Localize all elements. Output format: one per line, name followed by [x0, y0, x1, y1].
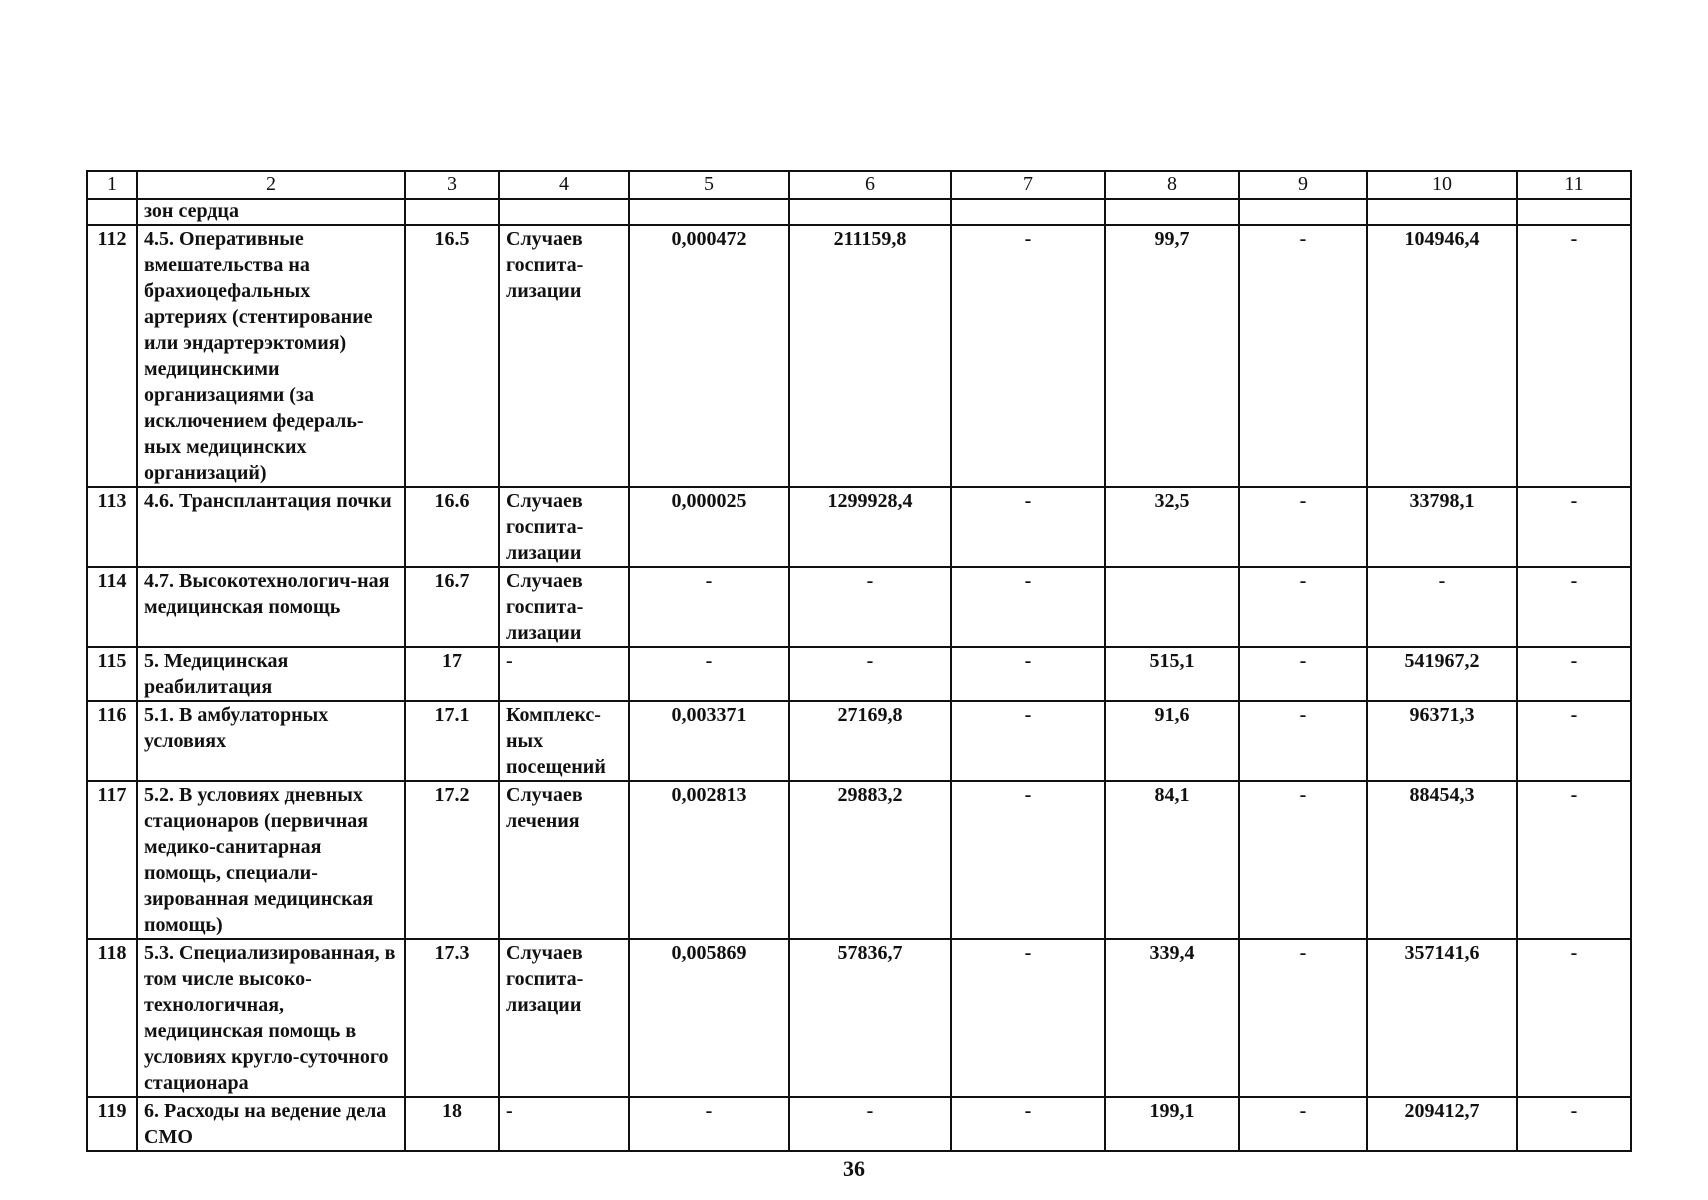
line-code-cell: 16.5	[405, 225, 499, 487]
column-number: 5	[629, 171, 789, 199]
unit-cell: Случаев лечения	[499, 781, 629, 939]
column-number: 6	[789, 171, 951, 199]
row-number-cell: 118	[87, 939, 137, 1097]
table-row	[87, 225, 1631, 487]
line-code-cell: 17.1	[405, 701, 499, 781]
value-cell: 29883,2	[789, 781, 951, 939]
table-cell	[405, 199, 499, 225]
value-cell: -	[951, 225, 1105, 487]
table-cell	[1239, 199, 1367, 225]
unit-cell: Комплекс-ных посещений	[499, 701, 629, 781]
value-cell: -	[1239, 1097, 1367, 1151]
table-row	[87, 487, 1631, 567]
indicator-name-cell: 4.6. Трансплантация почки	[137, 487, 405, 567]
value-cell: 84,1	[1105, 781, 1239, 939]
unit-cell: Случаев госпита-лизации	[499, 939, 629, 1097]
value-cell: -	[789, 567, 951, 647]
value-cell: -	[951, 701, 1105, 781]
value-cell: 339,4	[1105, 939, 1239, 1097]
unit-cell: Случаев госпита-лизации	[499, 225, 629, 487]
value-cell: 209412,7	[1367, 1097, 1517, 1151]
column-number: 1	[87, 171, 137, 199]
table-body	[87, 225, 1631, 1151]
line-code-cell: 17	[405, 647, 499, 701]
column-number: 4	[499, 171, 629, 199]
value-cell: 99,7	[1105, 225, 1239, 487]
table-row	[87, 939, 1631, 1097]
value-cell: 33798,1	[1367, 487, 1517, 567]
indicator-name-cell: 5.2. В условиях дневных стационаров (первичная медико-санитарная помощь, специали-зированная медицинская помощь)	[137, 781, 405, 939]
continuation-row	[87, 199, 1631, 225]
value-cell: -	[1239, 781, 1367, 939]
indicator-name-cell: 4.7. Высокотехнологич-ная медицинская помощь	[137, 567, 405, 647]
line-code-cell: 17.2	[405, 781, 499, 939]
row-number-cell: 119	[87, 1097, 137, 1151]
table-row	[87, 781, 1631, 939]
value-cell: 199,1	[1105, 1097, 1239, 1151]
line-code-cell: 17.3	[405, 939, 499, 1097]
indicator-name-cell: 5. Медицинская реабилитация	[137, 647, 405, 701]
row-number-cell: 115	[87, 647, 137, 701]
value-cell: -	[1517, 487, 1631, 567]
column-number: 11	[1517, 171, 1631, 199]
value-cell: -	[1517, 1097, 1631, 1151]
indicator-name-cell: 5.1. В амбулаторных условиях	[137, 701, 405, 781]
column-number: 3	[405, 171, 499, 199]
value-cell: 32,5	[1105, 487, 1239, 567]
value-cell: 1299928,4	[789, 487, 951, 567]
value-cell: 88454,3	[1367, 781, 1517, 939]
value-cell: 0,003371	[629, 701, 789, 781]
table-cell	[1367, 199, 1517, 225]
value-cell: -	[951, 939, 1105, 1097]
value-cell: -	[629, 567, 789, 647]
value-cell: -	[1239, 487, 1367, 567]
value-cell: -	[1239, 647, 1367, 701]
unit-cell: Случаев госпита-лизации	[499, 567, 629, 647]
value-cell: -	[951, 647, 1105, 701]
value-cell: -	[629, 647, 789, 701]
value-cell: -	[1517, 939, 1631, 1097]
value-cell: -	[1239, 225, 1367, 487]
value-cell: 211159,8	[789, 225, 951, 487]
column-number: 8	[1105, 171, 1239, 199]
value-cell: -	[1517, 647, 1631, 701]
table-cell	[1105, 199, 1239, 225]
value-cell: -	[951, 567, 1105, 647]
value-cell: -	[789, 647, 951, 701]
value-cell: 0,000025	[629, 487, 789, 567]
indicator-name-cell: 4.5. Оперативные вмешательства на брахиоцефальных артериях (стентирование или эндартерэктомия) медицинскими организациями (за исключением федераль-ных медицинских организаций)	[137, 225, 405, 487]
value-cell: -	[951, 781, 1105, 939]
value-cell: -	[1517, 701, 1631, 781]
unit-cell: -	[499, 647, 629, 701]
value-cell: -	[629, 1097, 789, 1151]
column-number-row	[87, 171, 1631, 199]
value-cell: -	[1239, 567, 1367, 647]
table-cell: зон сердца	[137, 199, 405, 225]
unit-cell: Случаев госпита-лизации	[499, 487, 629, 567]
indicator-name-cell: 5.3. Специализированная, в том числе высоко-технологичная, медицинская помощь в условиях кругло-суточного стационара	[137, 939, 405, 1097]
line-code-cell: 16.6	[405, 487, 499, 567]
page-number: 36	[843, 1156, 865, 1181]
row-number-cell: 117	[87, 781, 137, 939]
line-code-cell: 18	[405, 1097, 499, 1151]
table-row	[87, 1097, 1631, 1151]
value-cell: 57836,7	[789, 939, 951, 1097]
value-cell: -	[1517, 781, 1631, 939]
value-cell: -	[1239, 939, 1367, 1097]
value-cell: -	[1517, 567, 1631, 647]
indicator-name-cell: 6. Расходы на ведение дела СМО	[137, 1097, 405, 1151]
row-number-cell: 114	[87, 567, 137, 647]
table-row	[87, 701, 1631, 781]
value-cell: 0,000472	[629, 225, 789, 487]
column-number: 2	[137, 171, 405, 199]
value-cell: 541967,2	[1367, 647, 1517, 701]
value-cell: 104946,4	[1367, 225, 1517, 487]
line-code-cell: 16.7	[405, 567, 499, 647]
value-cell: -	[789, 1097, 951, 1151]
value-cell: -	[1367, 567, 1517, 647]
table-cell	[1517, 199, 1631, 225]
value-cell: 96371,3	[1367, 701, 1517, 781]
value-cell: 27169,8	[789, 701, 951, 781]
row-number-cell: 116	[87, 701, 137, 781]
value-cell: -	[951, 1097, 1105, 1151]
unit-cell: -	[499, 1097, 629, 1151]
column-number: 7	[951, 171, 1105, 199]
row-number-cell: 112	[87, 225, 137, 487]
table-cell	[951, 199, 1105, 225]
value-cell: 515,1	[1105, 647, 1239, 701]
value-cell: 357141,6	[1367, 939, 1517, 1097]
table-cell	[499, 199, 629, 225]
value-cell: -	[951, 487, 1105, 567]
value-cell: 0,002813	[629, 781, 789, 939]
table-cell	[789, 199, 951, 225]
table-row	[87, 647, 1631, 701]
column-number: 9	[1239, 171, 1367, 199]
value-cell: 0,005869	[629, 939, 789, 1097]
value-cell	[1105, 567, 1239, 647]
data-table	[86, 170, 1632, 1152]
table-cell	[629, 199, 789, 225]
table-row	[87, 567, 1631, 647]
column-number: 10	[1367, 171, 1517, 199]
value-cell: -	[1517, 225, 1631, 487]
row-number-cell: 113	[87, 487, 137, 567]
value-cell: -	[1239, 701, 1367, 781]
value-cell: 91,6	[1105, 701, 1239, 781]
table-cell	[87, 199, 137, 225]
